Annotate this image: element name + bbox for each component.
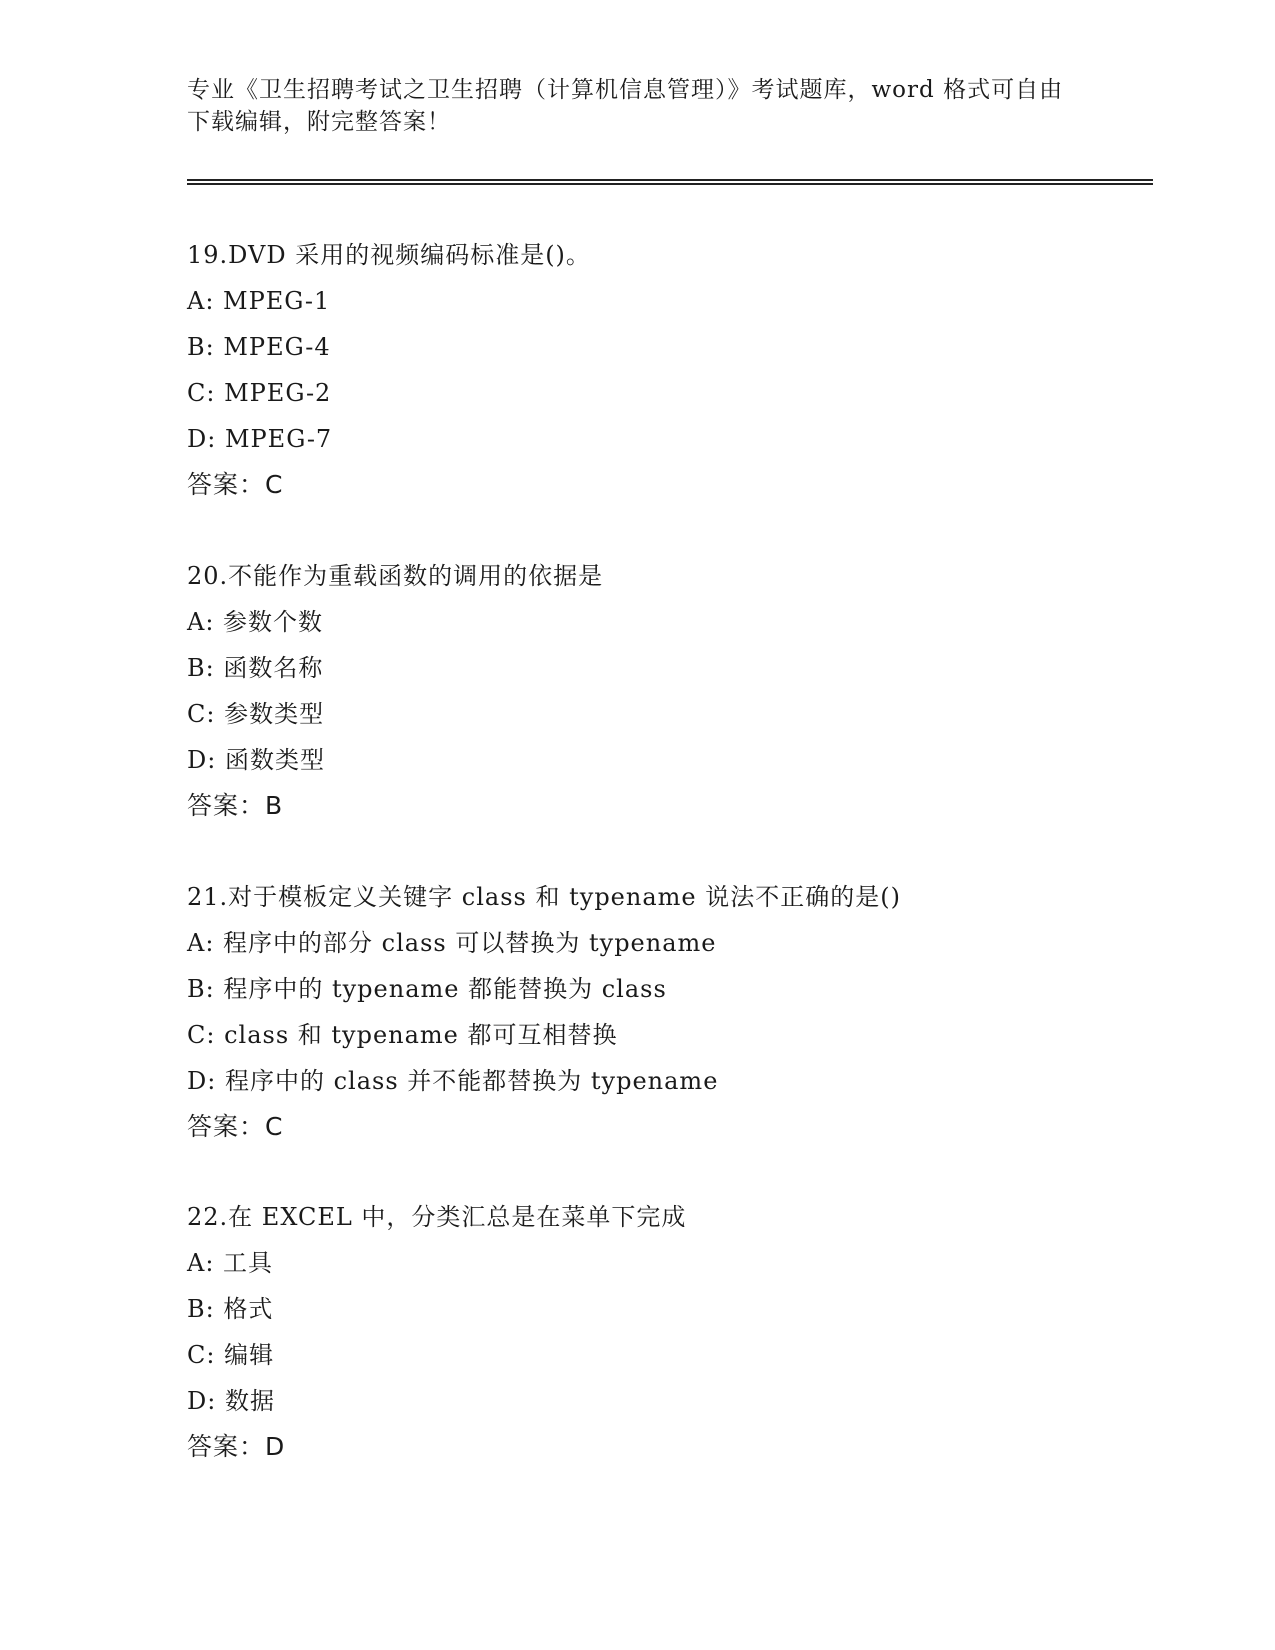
option-c: C: class 和 typename 都可互相替换 (187, 1021, 618, 1049)
option-a: A: 工具 (187, 1249, 274, 1277)
question-title: 20.不能作为重载函数的调用的依据是 (187, 562, 604, 590)
option-a: A: 参数个数 (187, 608, 324, 636)
question-21 (187, 874, 1167, 1150)
option-d: D: 程序中的 class 并不能都替换为 typename (187, 1067, 719, 1095)
answer: 答案：B (187, 791, 284, 820)
question-title: 19.DVD 采用的视频编码标准是()。 (187, 241, 591, 269)
option-b: B: 程序中的 typename 都能替换为 class (187, 975, 667, 1003)
option-c: C: 编辑 (187, 1341, 275, 1369)
document-intro: 专业《卫生招聘考试之卫生招聘（计算机信息管理）》考试题库，word 格式可自由下载编辑，附完整答案！ (187, 77, 1064, 135)
option-c: C: 参数类型 (187, 700, 325, 728)
option-d: D: MPEG-7 (187, 425, 333, 453)
question-22 (187, 1194, 1167, 1470)
option-d: D: 数据 (187, 1387, 275, 1415)
question-19 (187, 232, 1167, 508)
answer: 答案：D (187, 1432, 286, 1461)
option-a: A: MPEG-1 (187, 287, 331, 315)
header-divider-top (187, 179, 1153, 181)
option-c: C: MPEG-2 (187, 379, 332, 407)
option-a: A: 程序中的部分 class 可以替换为 typename (187, 929, 717, 957)
option-b: B: 函数名称 (187, 654, 324, 682)
header-divider-bottom (187, 183, 1153, 185)
question-20 (187, 553, 1167, 829)
option-b: B: MPEG-4 (187, 333, 331, 361)
answer: 答案：C (187, 1112, 284, 1141)
option-b: B: 格式 (187, 1295, 274, 1323)
question-title: 21.对于模板定义关键字 class 和 typename 说法不正确的是() (187, 883, 901, 911)
option-d: D: 函数类型 (187, 746, 325, 774)
answer: 答案：C (187, 470, 284, 499)
question-title: 22.在 EXCEL 中，分类汇总是在菜单下完成 (187, 1203, 687, 1231)
